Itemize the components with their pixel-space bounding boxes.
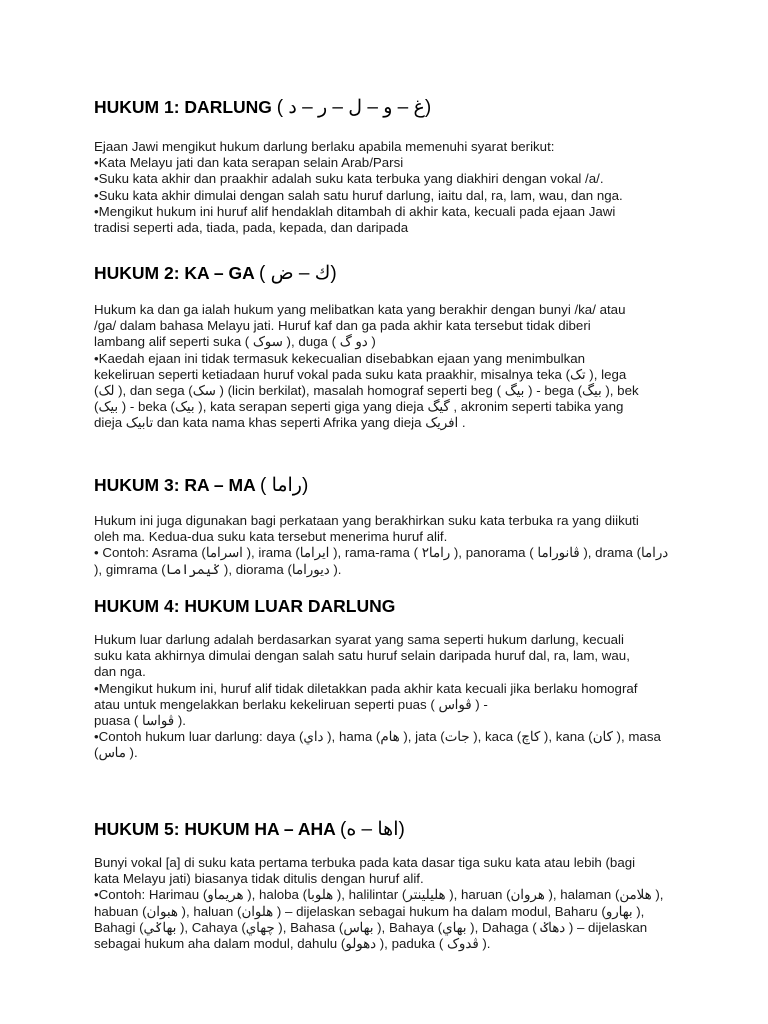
text-line: atau untuk mengelakkan berlaku kekeliruan seperti puas ( ڤواس ) -: [94, 696, 488, 712]
text-line: Hukum luar darlung adalah berdasarkan syarat yang sama seperti hukum darlung, kecuali: [94, 632, 624, 647]
text-line: • Contoh: Asrama (اسراما ), irama (ايراما ), rama-rama ( راما٢ ), panorama ( ڤانوراما ), drama (دراما: [94, 545, 669, 561]
text-line: Bunyi vokal [a] di suku kata pertama terbuka pada kata dasar tiga suku kata atau lebih (bagi: [94, 855, 636, 870]
section-1-title-arabic: ( غ – و – ل – ر – د): [276, 97, 432, 118]
text-line: sebagai hukum aha dalam modul, dahulu (دهولو ), paduka ( ڤدوک ).: [94, 936, 491, 952]
text-line: •Contoh hukum luar darlung: daya (داي ), hama (هام ), jata (جات ), kaca (كاچ ), kana (كان ), masa: [94, 729, 661, 745]
text-line: Hukum ini juga digunakan bagi perkataan yang berakhirkan suku kata terbuka ra yang diikuti: [94, 513, 639, 528]
section-2-heading: [94, 262, 337, 285]
text-line: dieja تابيک dan kata nama khas seperti Afrika yang dieja افريک .: [94, 415, 466, 431]
text-line: •Kaedah ejaan ini tidak termasuk kekecualian disebabkan ejaan yang menimbulkan: [94, 350, 586, 366]
text-line: (لک ), dan sega (سک ) (licin berkilat), masalah homograf seperti beg ( بيگ ) - bega (بيگ ), bek: [94, 383, 639, 399]
text-line: •Suku kata akhir dimulai dengan salah satu huruf darlung, iaitu dal, ra, lam, wau, dan nga.: [94, 187, 623, 203]
text-line: dan nga.: [94, 664, 146, 680]
section-4-heading: [94, 596, 395, 618]
text-line: •Suku kata akhir dan praakhir adalah suku kata terbuka yang diakhiri dengan vokal /a/.: [94, 171, 604, 187]
section-1-title: HUKUM 1: DARLUNG: [94, 97, 272, 117]
section-5-body: [94, 855, 679, 952]
text-line: Ejaan Jawi mengikut hukum darlung berlaku apabila memenuhi syarat berikut:: [94, 139, 555, 154]
section-5-heading: [94, 818, 405, 841]
text-line: oleh ma. Kedua-dua suku kata tersebut menerima huruf alif.: [94, 529, 448, 545]
text-line: •Mengikut hukum ini, huruf alif tidak diletakkan pada akhir kata kecuali jika berlaku homograf: [94, 680, 638, 696]
section-3-title-arabic: ( راما): [259, 475, 309, 496]
section-2-title: HUKUM 2: KA – GA: [94, 263, 255, 283]
text-line: (بيک ) - beka (بيک ), kata serapan seperti giga yang dieja گيگ , akronim seperti tabika yang: [94, 399, 624, 415]
section-2-title-arabic: ( ك – ض): [258, 263, 337, 284]
section-3-heading: [94, 474, 308, 497]
section-5-title: HUKUM 5: HUKUM HA – AHA: [94, 819, 336, 839]
text-line: •Contoh: Harimau (هريماو ), haloba (هلوبا ), halilintar (هليلينتر ), haruan (هروان ), halaman (هلامن ),: [94, 887, 664, 903]
section-4-title: HUKUM 4: HUKUM LUAR DARLUNG: [94, 596, 396, 616]
section-5-title-arabic: (اها – ه): [339, 819, 405, 840]
section-3-body: [94, 513, 679, 578]
section-4-body: [94, 632, 679, 762]
text-line: Hukum ka dan ga ialah hukum yang melibatkan kata yang berakhir dengan bunyi /ka/ atau: [94, 302, 626, 317]
text-line: /ga/ dalam bahasa Melayu jati. Huruf kaf dan ga pada akhir kata tersebut tidak diberi: [94, 318, 591, 334]
text-line: •Mengikut hukum ini huruf alif hendaklah ditambah di akhir kata, kecuali pada ejaan Jawi: [94, 203, 616, 219]
text-line: kata Melayu jati) biasanya tidak ditulis dengan huruf alif.: [94, 871, 424, 887]
text-line: suku kata akhirnya dimulai dengan salah satu huruf selain daripada huruf dal, ra, lam, wau,: [94, 648, 630, 664]
text-line: kekeliruan seperti ketiadaan huruf vokal pada suku kata praakhir, misalnya teka (تک ), lega: [94, 366, 627, 382]
section-2-body: [94, 302, 679, 432]
text-line: (ماس ).: [94, 745, 138, 761]
text-line: Bahagi (بهاݢي ), Cahaya (چهاي ), Bahasa (بهاس ), Bahaya (بهاي ), Dahaga ( دهاݢ ) – dijelaskan: [94, 919, 648, 935]
section-1-body: [94, 139, 679, 236]
text-line: tradisi seperti ada, tiada, pada, kepada, dan daripada: [94, 220, 409, 236]
section-1-heading: [94, 96, 431, 119]
section-3-title: HUKUM 3: RA – MA: [94, 475, 256, 495]
text-line: ), gimrama (ݢيمراما ), diorama (ديوراما ).: [94, 561, 342, 577]
text-line: •Kata Melayu jati dan kata serapan selain Arab/Parsi: [94, 155, 404, 171]
text-line: lambang alif seperti suka ( سوک ), duga ( دو گ ): [94, 334, 376, 350]
text-line: habuan (هبوان ), haluan (هلوان ) – dijelaskan sebagai hukum ha dalam modul, Baharu (بهارو ),: [94, 903, 645, 919]
text-line: puasa ( ڤواسا ).: [94, 713, 186, 729]
